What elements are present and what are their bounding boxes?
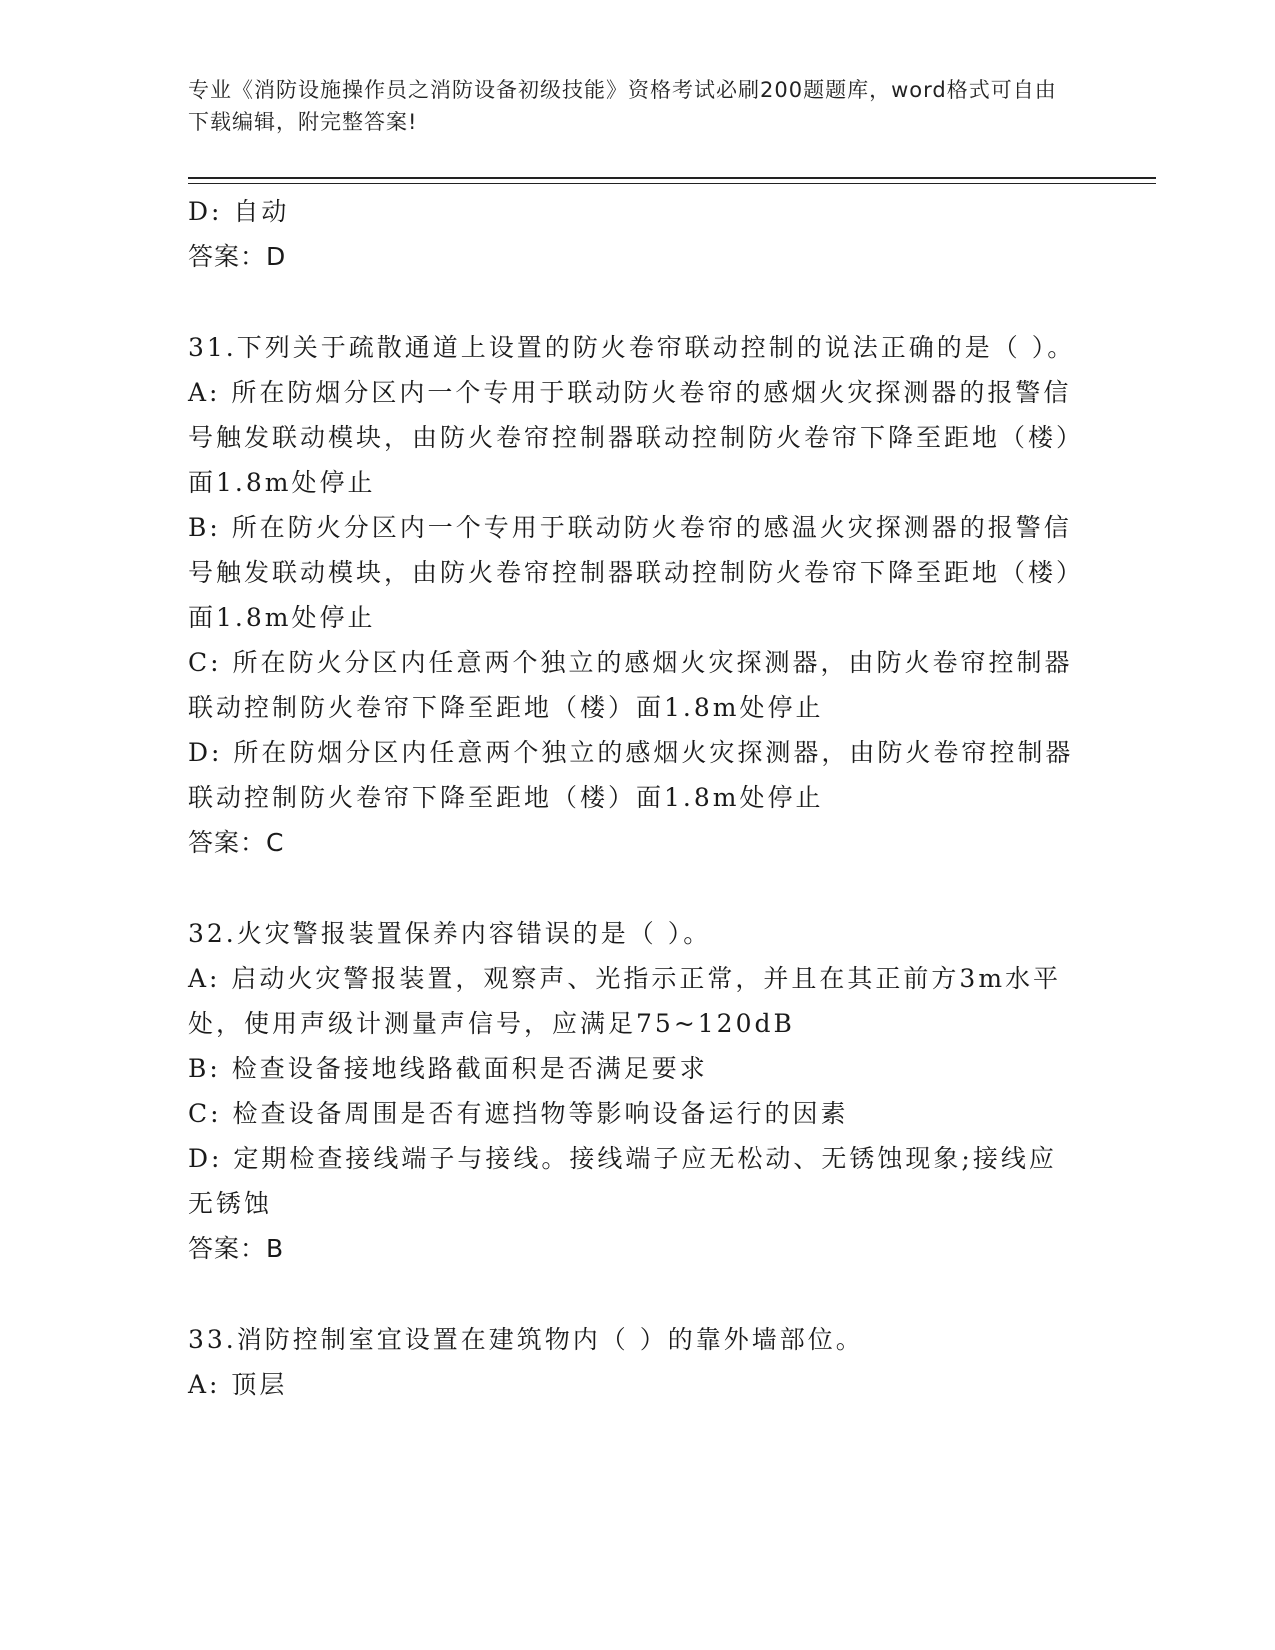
option-a: A: 所在防烟分区内一个专用于联动防火卷帘的感烟火灾探测器的报警信号触发联动模块，由防火卷帘控制器联动控制防火卷帘下降至距地（楼）面1.8m处停止: [188, 378, 1072, 497]
question-stem: 31.下列关于疏散通道上设置的防火卷帘联动控制的说法正确的是（ ）。: [188, 333, 1076, 362]
option-b: B: 检查设备接地线路截面积是否满足要求: [188, 1054, 708, 1083]
answer: 答案：B: [188, 1234, 285, 1263]
option-d: D: 自动: [188, 197, 290, 226]
header-divider-thin: [188, 183, 1156, 184]
previous-question-tail: [188, 189, 1078, 279]
option-c: C: 所在防火分区内任意两个独立的感烟火灾探测器，由防火卷帘控制器联动控制防火卷帘下降至距地（楼）面1.8m处停止: [188, 648, 1073, 722]
header-divider-thick: [188, 177, 1156, 179]
option-a: A: 顶层: [188, 1370, 288, 1399]
option-b: B: 所在防火分区内一个专用于联动防火卷帘的感温火灾探测器的报警信号触发联动模块，由防火卷帘控制器联动控制防火卷帘下降至距地（楼）面1.8m处停止: [188, 513, 1072, 632]
option-d: D: 所在防烟分区内任意两个独立的感烟火灾探测器，由防火卷帘控制器联动控制防火卷帘下降至距地（楼）面1.8m处停止: [188, 738, 1074, 812]
question-31: [188, 325, 1078, 865]
question-32: [188, 911, 1078, 1271]
option-c: C: 检查设备周围是否有遮挡物等影响设备运行的因素: [188, 1099, 849, 1128]
spacer: [188, 865, 1078, 911]
question-stem: 32.火灾警报装置保养内容错误的是（ ）。: [188, 919, 712, 948]
answer: 答案：D: [188, 242, 287, 271]
option-d: D: 定期检查接线端子与接线。接线端子应无松动、无锈蚀现象;接线应无锈蚀: [188, 1144, 1057, 1218]
spacer: [188, 279, 1078, 325]
answer: 答案：C: [188, 828, 285, 857]
document-header: [188, 74, 1068, 138]
question-stem: 33.消防控制室宜设置在建筑物内（ ）的靠外墙部位。: [188, 1325, 864, 1354]
header-text: 专业《消防设施操作员之消防设备初级技能》资格考试必刷200题题库，word格式可自由下载编辑，附完整答案!: [188, 78, 1057, 134]
question-33: [188, 1317, 1078, 1407]
spacer: [188, 1271, 1078, 1317]
option-a: A: 启动火灾警报装置，观察声、光指示正常，并且在其正前方3m水平处，使用声级计测量声信号，应满足75~120dB: [188, 964, 1062, 1038]
question-content: [188, 189, 1078, 1407]
